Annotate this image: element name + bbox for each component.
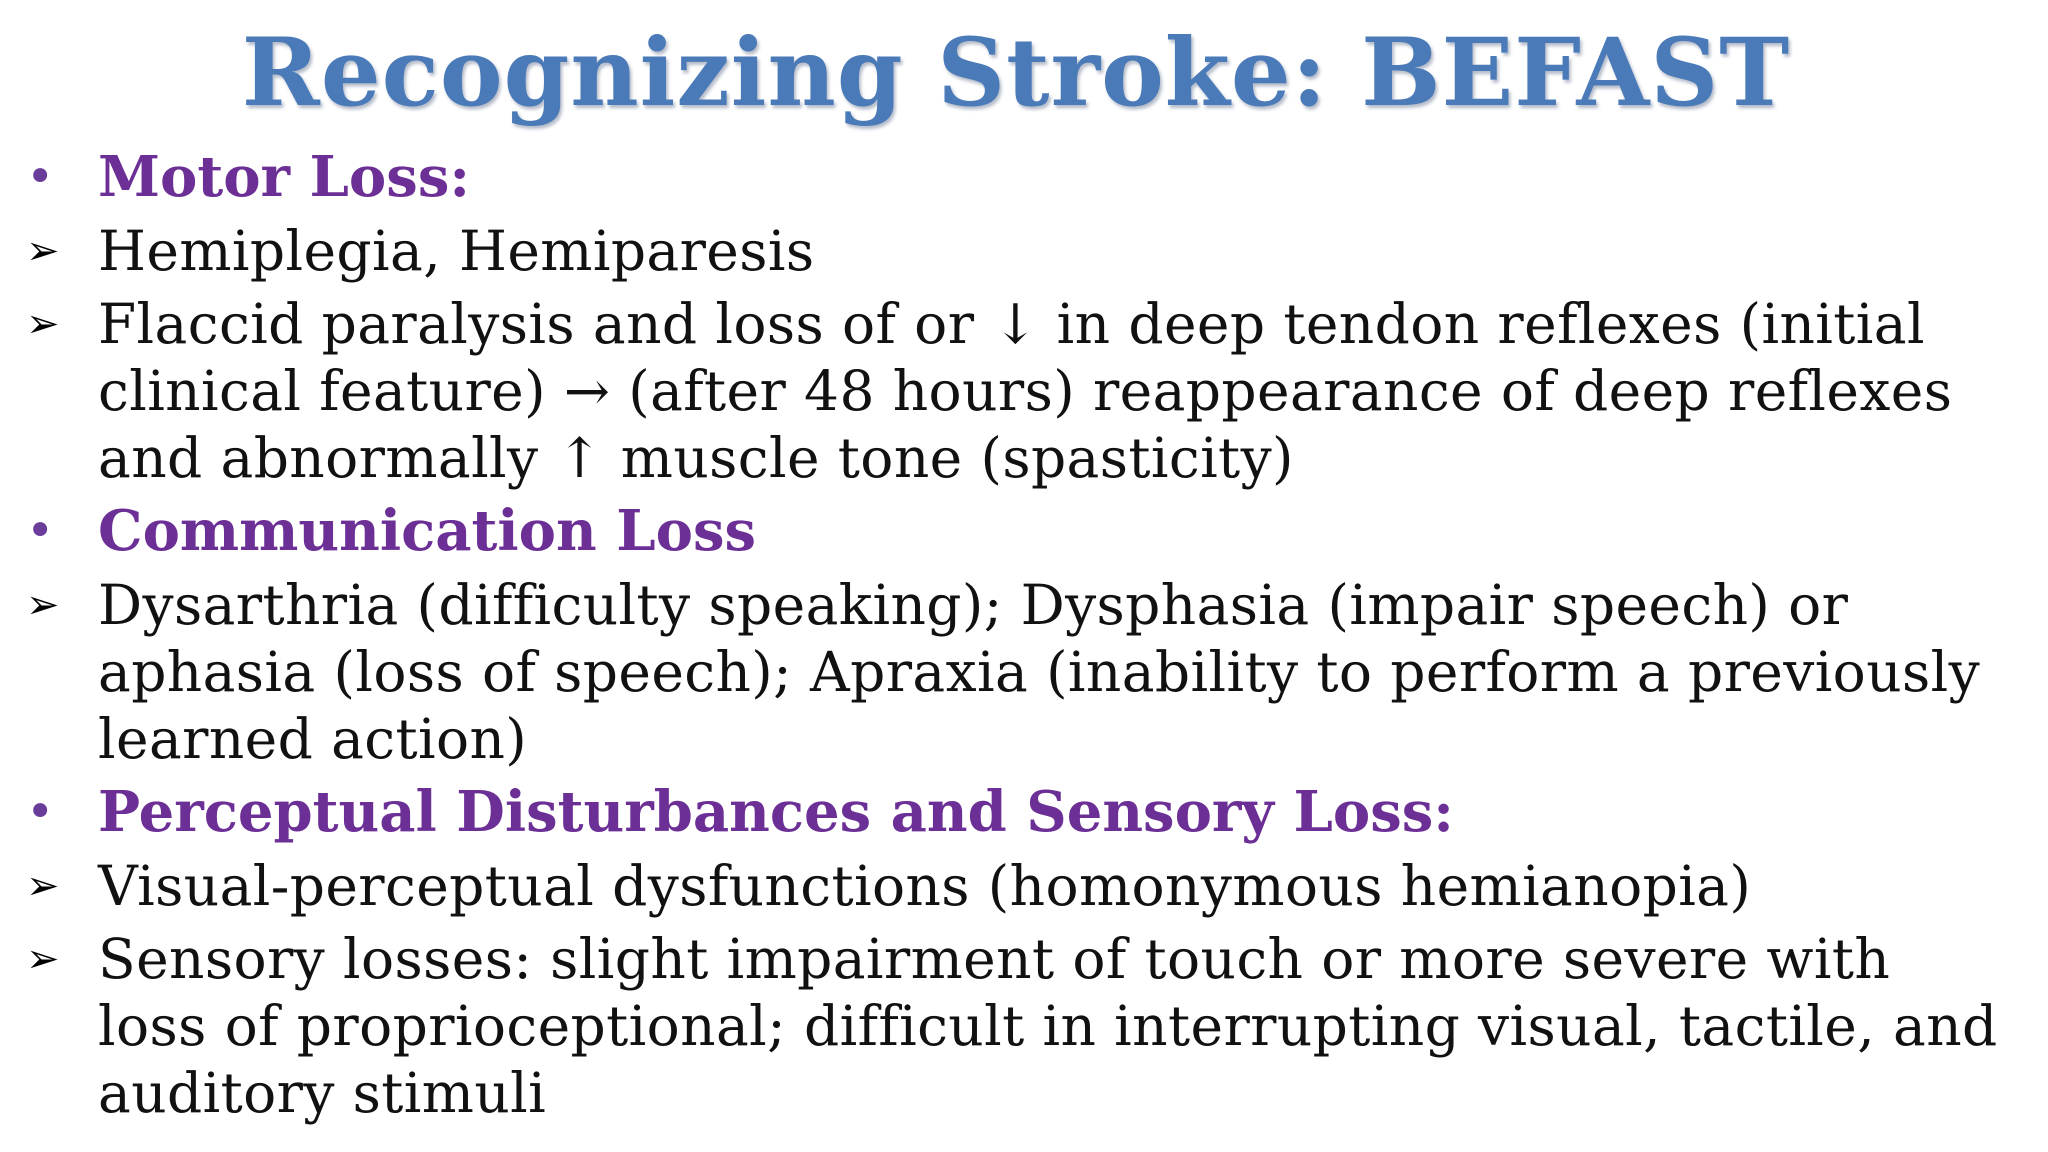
list-item-text: Hemiplegia, Hemiparesis xyxy=(98,219,815,283)
list-item-text: Sensory losses: slight impairment of touch or more severe with loss of proprioceptional; difficult in interrupting visual, tactile, and auditory stimuli xyxy=(98,927,1998,1125)
section-heading-label: Motor Loss: xyxy=(98,144,471,210)
section-heading-label: Communication Loss xyxy=(98,498,756,564)
section-heading-perceptual-disturbances xyxy=(24,777,2008,847)
bullet-icon: • xyxy=(26,784,55,840)
list-item-text: Visual-perceptual dysfunctions (homonymous hemianopia) xyxy=(98,854,1752,918)
list-item xyxy=(24,853,2008,920)
slide-title: Recognizing Stroke: BEFAST xyxy=(241,18,1791,128)
bullet-icon: • xyxy=(26,149,55,205)
arrow-bullet-icon: ➢ xyxy=(26,936,60,982)
bullet-icon: • xyxy=(26,503,55,559)
list-item xyxy=(24,218,2008,285)
list-item xyxy=(24,926,2008,1127)
arrow-bullet-icon: ➢ xyxy=(26,582,60,628)
list-item-text: Dysarthria (difficulty speaking); Dysphasia (impair speech) or aphasia (loss of speech); Apraxia (inability to perform a previously learned action) xyxy=(98,573,1981,771)
list-item xyxy=(24,572,2008,773)
arrow-bullet-icon: ➢ xyxy=(26,301,60,347)
section-heading-communication-loss xyxy=(24,496,2008,566)
list-item xyxy=(24,291,2008,492)
arrow-bullet-icon: ➢ xyxy=(26,228,60,274)
section-heading-label: Perceptual Disturbances and Sensory Loss: xyxy=(98,779,1454,845)
slide-content xyxy=(24,142,2008,1127)
list-item-text: Flaccid paralysis and loss of or ↓ in deep tendon reflexes (initial clinical feature) → (after 48 hours) reappearance of deep reflexes and abnormally ↑ muscle tone (spasticity) xyxy=(98,292,1953,490)
arrow-bullet-icon: ➢ xyxy=(26,863,60,909)
section-heading-motor-loss xyxy=(24,142,2008,212)
